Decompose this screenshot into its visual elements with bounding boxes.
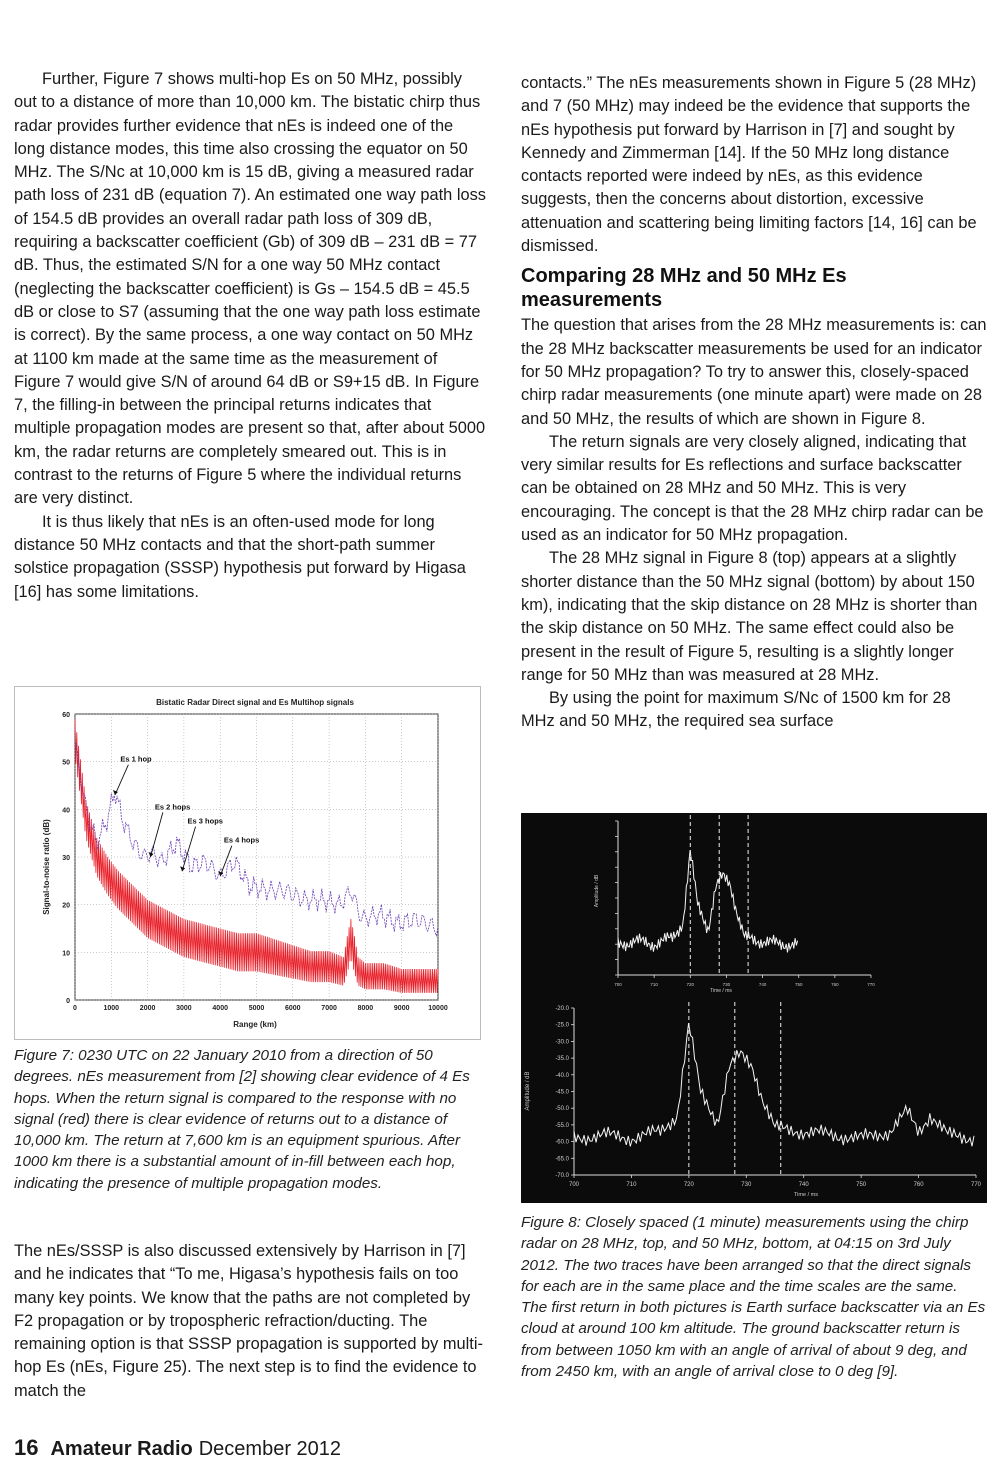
y-tick-label: 50 <box>62 759 70 767</box>
issue-date: December 2012 <box>198 1438 342 1460</box>
x-tick-label: 5000 <box>248 1005 265 1012</box>
y-tick-label: 10 <box>62 950 70 958</box>
x-tick-label: 760 <box>831 982 839 987</box>
right-column <box>521 72 987 734</box>
y-axis-label-bottom: Amplitude / dB <box>525 1071 531 1111</box>
x-tick-label: 740 <box>798 1182 809 1188</box>
figure-7-chart <box>14 686 481 1040</box>
paragraph: By using the point for maximum S/Nc of 1500 km for 28 MHz and 50 MHz, the required sea surface <box>521 689 951 731</box>
x-tick-label: 4000 <box>212 1005 228 1012</box>
x-tick-label: 1000 <box>103 1005 120 1012</box>
x-tick-label: 740 <box>758 982 767 987</box>
x-tick-label: 770 <box>867 982 875 987</box>
figure-8-caption: Figure 8: Closely spaced (1 minute) measurements using the chirp radar on 28 MHz, top, and 50 MHz, bottom, at 04:15 on 3rd July 2012. The two traces have been arranged so that the direct signals for each are in the same place and the time scales are the same. The first return in both pictures is Earth surface backscatter via an Es cloud at around 100 km altitude. The ground backscatter return is from between 1050 km with an angle of arrival of about 9 deg, and from 2450 km, with an angle of arrival close to 0 deg [9]. <box>521 1214 986 1381</box>
x-tick-label: 700 <box>614 982 622 987</box>
x-tick-label: 7000 <box>321 1005 337 1012</box>
y-tick-label: -45.0 <box>555 1089 569 1096</box>
y-tick-label: -25.0 <box>555 1022 569 1029</box>
x-tick-label: 710 <box>626 1182 637 1188</box>
x-tick-label: 720 <box>686 982 695 987</box>
x-tick-label: 760 <box>913 1182 924 1188</box>
y-tick-label: -50.0 <box>555 1106 569 1113</box>
x-tick-label: 750 <box>856 1182 867 1188</box>
section-heading: Comparing 28 MHz and 50 MHz Es measurements <box>521 265 847 311</box>
y-tick-label: -30.0 <box>555 1039 569 1046</box>
x-tick-label: 770 <box>970 1182 982 1188</box>
y-tick-label: -20.0 <box>555 1006 569 1012</box>
figure-7-svg <box>15 687 480 1039</box>
page-number: 16 <box>14 1435 39 1460</box>
x-tick-label: 8000 <box>357 1005 374 1012</box>
y-tick-label: -55.0 <box>555 1122 569 1129</box>
bottom-panel-trace-line <box>574 1023 974 1146</box>
paragraph: The 28 MHz signal in Figure 8 (top) appears at a slightly shorter distance than the 50 MHz signal (bottom) by about 150 km), indicating that the skip distance on 28 MHz is shorter than the skip distance on 50 MHz. The same effect could also be present in the result of Figure 5, resulting is a slightly longer range for 50 MHz than was measured at 28 MHz. <box>521 549 978 684</box>
figure-8-svg <box>521 813 987 1203</box>
top-panel-trace-line <box>618 850 798 952</box>
page-footer <box>14 1435 341 1461</box>
annotation-label: Es 2 hops <box>154 802 191 812</box>
x-tick-label: 730 <box>741 1182 752 1188</box>
annotation-label: Es 4 hops <box>223 835 260 845</box>
annotation-label: Es 1 hop <box>120 754 152 764</box>
paragraph: The question that arises from the 28 MHz measurements is: can the 28 MHz backscatter measurements be used for an indicator for 50 MHz propagation? To try to answer this, closely-spaced chirp radar measurements (one minute apart) were made on 28 and 50 MHz, the results of which are shown in Figure 8. <box>521 316 987 428</box>
y-tick-label: 30 <box>62 855 70 862</box>
x-tick-label: 6000 <box>285 1005 301 1012</box>
y-tick-label: -65.0 <box>555 1156 569 1163</box>
annotation-label: Es 3 hops <box>187 816 223 826</box>
magazine-name: Amateur Radio <box>50 1438 193 1460</box>
figure-7-caption: Figure 7: 0230 UTC on 22 January 2010 from a direction of 50 degrees. nEs measurement from [2] showing clear evidence of 4 Es hops. When the return signal is compared to the response with no signal (red) there is clear evidence of returns out to a distance of 10,000 km. The return at 7,600 km is an equipment spurious. After 1000 km there is a substantial amount of in-fill between each hop, indicating the presence of multiple propagation modes. <box>14 1047 470 1192</box>
paragraph: It is thus likely that nEs is an often-used mode for long distance 50 MHz contacts and that the short-path summer solstice propagation (SSSP) hypothesis put forward by Higasa [16] has some limitations. <box>14 512 466 601</box>
y-tick-label: -60.0 <box>555 1139 569 1146</box>
chart-title: Bistatic Radar Direct signal and Es Multihop signals <box>156 698 354 707</box>
x-tick-label: 0 <box>73 1005 77 1012</box>
x-axis-label: Range (km) <box>233 1020 277 1029</box>
y-tick-label: -35.0 <box>555 1056 569 1063</box>
y-axis-label-top: Amplitude / dB <box>594 874 600 908</box>
x-tick-label: 730 <box>722 982 731 987</box>
x-axis-label-top: Time / ms <box>710 988 732 994</box>
x-tick-label: 710 <box>650 982 658 987</box>
paragraph <box>14 1240 486 1403</box>
left-column <box>14 68 486 604</box>
paragraph: contacts.” The nEs measurements shown in Figure 5 (28 MHz) and 7 (50 MHz) may indeed be the evidence that supports the nEs hypothesis put forward by Harrison in [7] and sought by Kennedy and Zimmerman [14]. If the 50 MHz long distance contacts reported were indeed by nEs, as this evidence suggests, then the concerns about distortion, excessive attenuation and scattering being limiting factors [14, 16] can be dismissed. <box>521 74 977 256</box>
x-tick-label: 10000 <box>428 1005 448 1012</box>
y-tick-label: 40 <box>62 807 70 815</box>
figure-8-chart <box>521 813 987 1203</box>
x-tick-label: 720 <box>683 1182 694 1188</box>
x-tick-label: 2000 <box>139 1005 156 1012</box>
x-tick-label: 750 <box>794 982 803 987</box>
y-tick-label: -40.0 <box>555 1072 569 1079</box>
left-column-continued <box>14 1240 486 1403</box>
y-tick-label: 20 <box>62 902 70 910</box>
x-tick-label: 9000 <box>393 1005 410 1012</box>
paragraph: Further, Figure 7 shows multi-hop Es on 50 MHz, possibly out to a distance of more than 10,000 km. The bistatic chirp thus radar provides further evidence that nEs is indeed one of the long distance modes, this time also crossing the equator on 50 MHz. The S/Nc at 10,000 km is 15 dB, giving a measured radar path loss of 231 dB (equation 7). An estimated one way path loss of 154.5 dB provides an overall radar path loss of 309 dB, requiring a backscatter coefficient (Gb) of 309 dB – 231 dB = 77 dB. Thus, the estimated S/N for a one way 50 MHz contact (neglecting the backscatter coefficient) is Gs – 154.5 dB = 45.5 dB or close to S7 (assuming that the one way path loss estimate is correct). By the same process, a one way contact on 50 MHz at 1100 km made at the same time as the measurement of Figure 7 would give S/N of around 64 dB or S9+15 dB. In Figure 7, the filling-in between the principal returns indicates that multiple propagation modes are present so that, after about 5000 km, the radar returns are completely smeared out. This is in contrast to the returns of Figure 5 where the individual returns are very distinct. <box>14 70 486 508</box>
y-axis-label: Signal-to-noise ratio (dB) <box>42 819 51 915</box>
x-tick-label: 700 <box>568 1182 580 1188</box>
x-axis-label-bottom: Time / ms <box>794 1192 818 1198</box>
x-tick-label: 3000 <box>176 1005 192 1012</box>
y-tick-label: 0 <box>66 998 70 1005</box>
paragraph: The return signals are very closely aligned, indicating that very similar results for Es reflections and surface backscatter can be obtained on 28 MHz and 50 MHz. This is very encouraging. The concept is that the 28 MHz chirp radar can be used as an indicator for 50 MHz propagation. <box>521 432 984 545</box>
y-tick-label: 60 <box>62 712 70 719</box>
paragraph-text: The nEs/SSSP is also discussed extensively by Harrison in [7] and he indicates that “To me, Higasa’s hypothesis fails on too many key points. We know that the paths are not completed by F2 propagation or by tropospheric refraction/ducting. The remaining option is that SSSP propagation is supported by multi-hop Es (nEs, Figure 25). The next step is to find the evidence to match the <box>14 1242 483 1400</box>
y-tick-label: -70.0 <box>555 1173 569 1179</box>
